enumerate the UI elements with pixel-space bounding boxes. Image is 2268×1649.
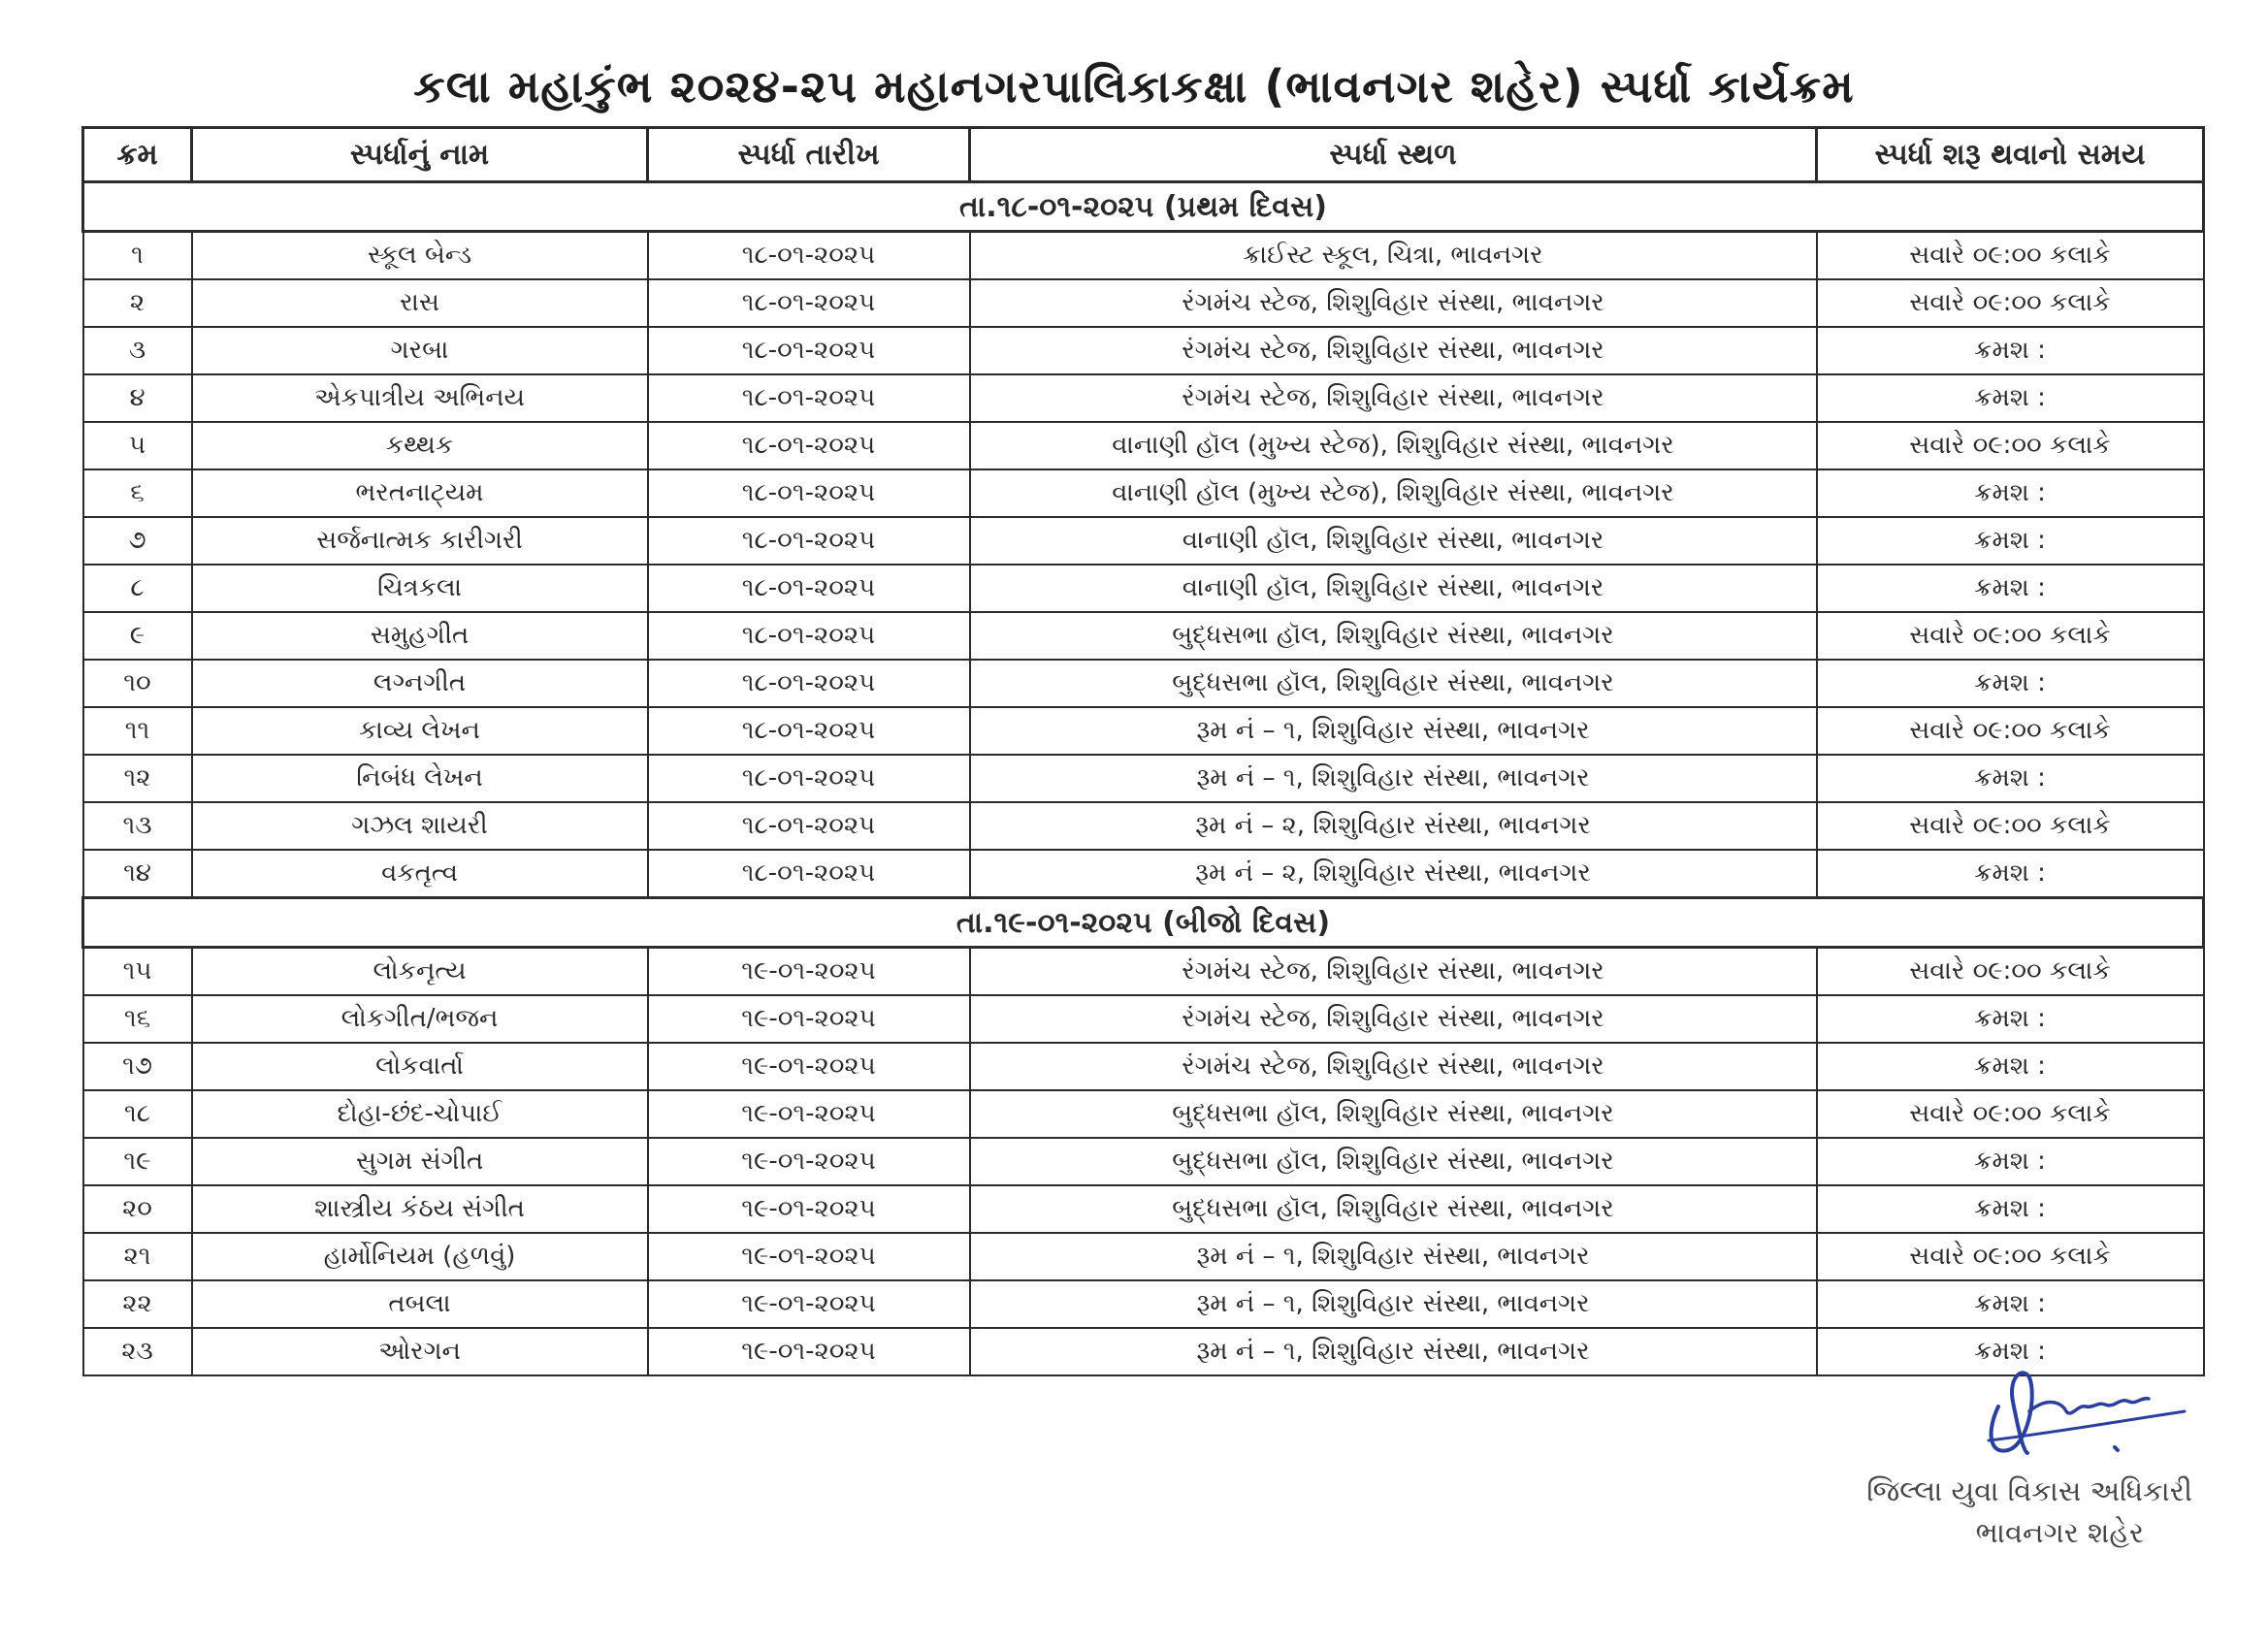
cell-competition-name: લોકગીત/ભજન: [192, 995, 648, 1043]
cell-start-time: ક્રમશ :: [1817, 755, 2204, 802]
cell-start-time: ક્રમશ :: [1817, 374, 2204, 422]
cell-start-time: ક્રમશ :: [1817, 1328, 2204, 1375]
cell-start-time: ક્રમશ :: [1817, 327, 2204, 374]
cell-competition-name: લોકવાર્તા: [192, 1043, 648, 1090]
cell-date: ૧૯-૦૧-૨૦૨૫: [648, 1233, 970, 1280]
table-row: [83, 279, 2204, 327]
cell-venue: વાનાણી હૉલ (મુખ્ય સ્ટેજ), શિશુવિહાર સંસ્થા, ભાવનગર: [970, 469, 1817, 517]
cell-date: ૧૮-૦૧-૨૦૨૫: [648, 565, 970, 612]
cell-serial: ૬: [83, 469, 192, 517]
cell-venue: વાનાણી હૉલ, શિશુવિહાર સંસ્થા, ભાવનગર: [970, 517, 1817, 565]
cell-date: ૧૮-૦૧-૨૦૨૫: [648, 660, 970, 707]
cell-serial: ૫: [83, 422, 192, 469]
day-heading: તા.૧૮-૦૧-૨૦૨૫ (પ્રથમ દિવસ): [83, 182, 2204, 232]
cell-competition-name: શાસ્ત્રીય કંઠય સંગીત: [192, 1185, 648, 1233]
signatory-designation: જિલ્લા યુવા વિકાસ અધિકારી: [1866, 1474, 2192, 1507]
signature-block: [1766, 1358, 2192, 1581]
cell-venue: રૂમ નં – ૨, શિશુવિહાર સંસ્થા, ભાવનગર: [970, 802, 1817, 850]
cell-venue: ક્રાઈસ્ટ સ્કૂલ, ચિત્રા, ભાવનગર: [970, 232, 1817, 280]
table-row: [83, 707, 2204, 755]
cell-competition-name: લોકનૃત્ય: [192, 948, 648, 996]
cell-venue: બુદ્ધસભા હૉલ, શિશુવિહાર સંસ્થા, ભાવનગર: [970, 612, 1817, 660]
cell-date: ૧૮-૦૧-૨૦૨૫: [648, 374, 970, 422]
cell-competition-name: ભરતનાટ્યમ: [192, 469, 648, 517]
cell-start-time: ક્રમશ :: [1817, 660, 2204, 707]
cell-date: ૧૯-૦૧-૨૦૨૫: [648, 995, 970, 1043]
column-header-serial: ક્રમ: [83, 128, 192, 182]
cell-venue: રૂમ નં – ૧, શિશુવિહાર સંસ્થા, ભાવનગર: [970, 1328, 1817, 1375]
table-row: [83, 374, 2204, 422]
cell-start-time: ક્રમશ :: [1817, 995, 2204, 1043]
cell-serial: ૧૩: [83, 802, 192, 850]
cell-date: ૧૮-૦૧-૨૦૨૫: [648, 755, 970, 802]
cell-venue: રૂમ નં – ૧, શિશુવિહાર સંસ્થા, ભાવનગર: [970, 707, 1817, 755]
cell-date: ૧૯-૦૧-૨૦૨૫: [648, 948, 970, 996]
cell-serial: ૧૫: [83, 948, 192, 996]
table-row: [83, 1043, 2204, 1090]
cell-serial: ૨: [83, 279, 192, 327]
cell-venue: બુદ્ધસભા હૉલ, શિશુવિહાર સંસ્થા, ભાવનગર: [970, 1185, 1817, 1233]
cell-date: ૧૯-૦૧-૨૦૨૫: [648, 1280, 970, 1328]
cell-start-time: સવારે ૦૯:૦૦ કલાકે: [1817, 802, 2204, 850]
table-row: [83, 1185, 2204, 1233]
cell-date: ૧૮-૦૧-૨૦૨૫: [648, 422, 970, 469]
cell-date: ૧૮-૦૧-૨૦૨૫: [648, 612, 970, 660]
cell-serial: ૧૨: [83, 755, 192, 802]
cell-date: ૧૮-૦૧-૨૦૨૫: [648, 279, 970, 327]
column-header-venue: સ્પર્ધા સ્થળ: [970, 128, 1817, 182]
table-row: [83, 422, 2204, 469]
cell-date: ૧૯-૦૧-૨૦૨૫: [648, 1185, 970, 1233]
signatory-office: ભાવનગર શહેર: [1975, 1516, 2144, 1549]
cell-competition-name: નિબંધ લેખન: [192, 755, 648, 802]
cell-venue: રંગમંચ સ્ટેજ, શિશુવિહાર સંસ્થા, ભાવનગર: [970, 948, 1817, 996]
cell-serial: ૩: [83, 327, 192, 374]
cell-competition-name: સુગમ સંગીત: [192, 1138, 648, 1185]
schedule-body: [83, 182, 2204, 1376]
cell-serial: ૧૭: [83, 1043, 192, 1090]
cell-serial: ૧૧: [83, 707, 192, 755]
cell-serial: ૭: [83, 517, 192, 565]
cell-start-time: સવારે ૦૯:૦૦ કલાકે: [1817, 422, 2204, 469]
cell-serial: ૧૬: [83, 995, 192, 1043]
table-row: [83, 517, 2204, 565]
cell-start-time: સવારે ૦૯:૦૦ કલાકે: [1817, 707, 2204, 755]
cell-venue: રૂમ નં – ૧, શિશુવિહાર સંસ્થા, ભાવનગર: [970, 1280, 1817, 1328]
table-row: [83, 565, 2204, 612]
table-row: [83, 1233, 2204, 1280]
cell-serial: ૨૨: [83, 1280, 192, 1328]
cell-start-time: ક્રમશ :: [1817, 469, 2204, 517]
cell-competition-name: કાવ્ય લેખન: [192, 707, 648, 755]
cell-serial: ૧: [83, 232, 192, 280]
table-row: [83, 232, 2204, 280]
table-row: [83, 948, 2204, 996]
cell-serial: ૧૦: [83, 660, 192, 707]
handwritten-signature: [1969, 1358, 2192, 1470]
cell-venue: રંગમંચ સ્ટેજ, શિશુવિહાર સંસ્થા, ભાવનગર: [970, 995, 1817, 1043]
cell-date: ૧૮-૦૧-૨૦૨૫: [648, 469, 970, 517]
cell-serial: ૯: [83, 612, 192, 660]
cell-start-time: ક્રમશ :: [1817, 1185, 2204, 1233]
cell-competition-name: કથ્થક: [192, 422, 648, 469]
cell-venue: બુદ્ધસભા હૉલ, શિશુવિહાર સંસ્થા, ભાવનગર: [970, 1090, 1817, 1138]
cell-start-time: ક્રમશ :: [1817, 565, 2204, 612]
document-title: કલા મહાકુંભ ૨૦૨૪-૨૫ મહાનગરપાલિકાકક્ષા (ભાવનગર શહેર) સ્પર્ધા કાર્યક્રમ: [413, 60, 1855, 113]
cell-start-time: ક્રમશ :: [1817, 850, 2204, 898]
cell-venue: વાનાણી હૉલ (મુખ્ય સ્ટેજ), શિશુવિહાર સંસ્થા, ભાવનગર: [970, 422, 1817, 469]
cell-venue: રંગમંચ સ્ટેજ, શિશુવિહાર સંસ્થા, ભાવનગર: [970, 327, 1817, 374]
cell-venue: બુદ્ધસભા હૉલ, શિશુવિહાર સંસ્થા, ભાવનગર: [970, 1138, 1817, 1185]
day-heading-row: [83, 182, 2204, 232]
cell-start-time: સવારે ૦૯:૦૦ કલાકે: [1817, 232, 2204, 280]
cell-competition-name: રાસ: [192, 279, 648, 327]
cell-date: ૧૯-૦૧-૨૦૨૫: [648, 1138, 970, 1185]
table-row: [83, 802, 2204, 850]
cell-start-time: ક્રમશ :: [1817, 1043, 2204, 1090]
cell-competition-name: એકપાત્રીય અભિનય: [192, 374, 648, 422]
cell-venue: રૂમ નં – ૨, શિશુવિહાર સંસ્થા, ભાવનગર: [970, 850, 1817, 898]
cell-venue: રંગમંચ સ્ટેજ, શિશુવિહાર સંસ્થા, ભાવનગર: [970, 279, 1817, 327]
cell-start-time: સવારે ૦૯:૦૦ કલાકે: [1817, 948, 2204, 996]
cell-start-time: સવારે ૦૯:૦૦ કલાકે: [1817, 1233, 2204, 1280]
cell-date: ૧૮-૦૧-૨૦૨૫: [648, 517, 970, 565]
cell-venue: વાનાણી હૉલ, શિશુવિહાર સંસ્થા, ભાવનગર: [970, 565, 1817, 612]
cell-start-time: ક્રમશ :: [1817, 1138, 2204, 1185]
cell-start-time: ક્રમશ :: [1817, 517, 2204, 565]
cell-competition-name: ઓરગન: [192, 1328, 648, 1375]
table-row: [83, 995, 2204, 1043]
cell-date: ૧૮-૦૧-૨૦૨૫: [648, 850, 970, 898]
column-header-date: સ્પર્ધા તારીખ: [648, 128, 970, 182]
table-row: [83, 850, 2204, 898]
table-row: [83, 660, 2204, 707]
cell-venue: રૂમ નં – ૧, શિશુવિહાર સંસ્થા, ભાવનગર: [970, 1233, 1817, 1280]
cell-venue: રંગમંચ સ્ટેજ, શિશુવિહાર સંસ્થા, ભાવનગર: [970, 374, 1817, 422]
cell-competition-name: દોહા-છંદ-ચોપાઈ: [192, 1090, 648, 1138]
cell-venue: બુદ્ધસભા હૉલ, શિશુવિહાર સંસ્થા, ભાવનગર: [970, 660, 1817, 707]
cell-date: ૧૯-૦૧-૨૦૨૫: [648, 1043, 970, 1090]
cell-start-time: ક્રમશ :: [1817, 1280, 2204, 1328]
cell-date: ૧૯-૦૧-૨૦૨૫: [648, 1090, 970, 1138]
column-header-start-time: સ્પર્ધા શરૂ થવાનો સમય: [1817, 128, 2204, 182]
cell-competition-name: લગ્નગીત: [192, 660, 648, 707]
cell-competition-name: ગરબા: [192, 327, 648, 374]
table-row: [83, 1138, 2204, 1185]
cell-serial: ૨૩: [83, 1328, 192, 1375]
table-row: [83, 612, 2204, 660]
cell-competition-name: તબલા: [192, 1280, 648, 1328]
cell-start-time: સવારે ૦૯:૦૦ કલાકે: [1817, 1090, 2204, 1138]
cell-competition-name: વકતૃત્વ: [192, 850, 648, 898]
schedule-table: [81, 126, 2205, 1376]
cell-serial: ૮: [83, 565, 192, 612]
table-row: [83, 469, 2204, 517]
cell-competition-name: હાર્મોનિયમ (હળવું): [192, 1233, 648, 1280]
cell-date: ૧૯-૦૧-૨૦૨૫: [648, 1328, 970, 1375]
cell-venue: રૂમ નં – ૧, શિશુવિહાર સંસ્થા, ભાવનગર: [970, 755, 1817, 802]
day-heading-row: [83, 898, 2204, 948]
cell-date: ૧૮-૦૧-૨૦૨૫: [648, 802, 970, 850]
table-header-row: [83, 128, 2204, 182]
cell-serial: ૧૪: [83, 850, 192, 898]
cell-serial: ૨૧: [83, 1233, 192, 1280]
cell-venue: રંગમંચ સ્ટેજ, શિશુવિહાર સંસ્થા, ભાવનગર: [970, 1043, 1817, 1090]
table-row: [83, 1280, 2204, 1328]
cell-serial: ૧૯: [83, 1138, 192, 1185]
cell-serial: ૪: [83, 374, 192, 422]
column-header-competition-name: સ્પર્ધાનું નામ: [192, 128, 648, 182]
day-heading: તા.૧૯-૦૧-૨૦૨૫ (બીજો દિવસ): [83, 898, 2204, 948]
cell-start-time: સવારે ૦૯:૦૦ કલાકે: [1817, 612, 2204, 660]
cell-competition-name: ચિત્રકલા: [192, 565, 648, 612]
cell-date: ૧૮-૦૧-૨૦૨૫: [648, 232, 970, 280]
cell-serial: ૧૮: [83, 1090, 192, 1138]
cell-date: ૧૮-૦૧-૨૦૨૫: [648, 707, 970, 755]
cell-date: ૧૮-૦૧-૨૦૨૫: [648, 327, 970, 374]
table-row: [83, 1090, 2204, 1138]
table-row: [83, 755, 2204, 802]
cell-start-time: સવારે ૦૯:૦૦ કલાકે: [1817, 279, 2204, 327]
cell-serial: ૨૦: [83, 1185, 192, 1233]
cell-competition-name: સમુહગીત: [192, 612, 648, 660]
cell-competition-name: ગઝલ શાયરી: [192, 802, 648, 850]
cell-competition-name: સર્જનાત્મક કારીગરી: [192, 517, 648, 565]
table-row: [83, 327, 2204, 374]
cell-competition-name: સ્કૂલ બેન્ડ: [192, 232, 648, 280]
